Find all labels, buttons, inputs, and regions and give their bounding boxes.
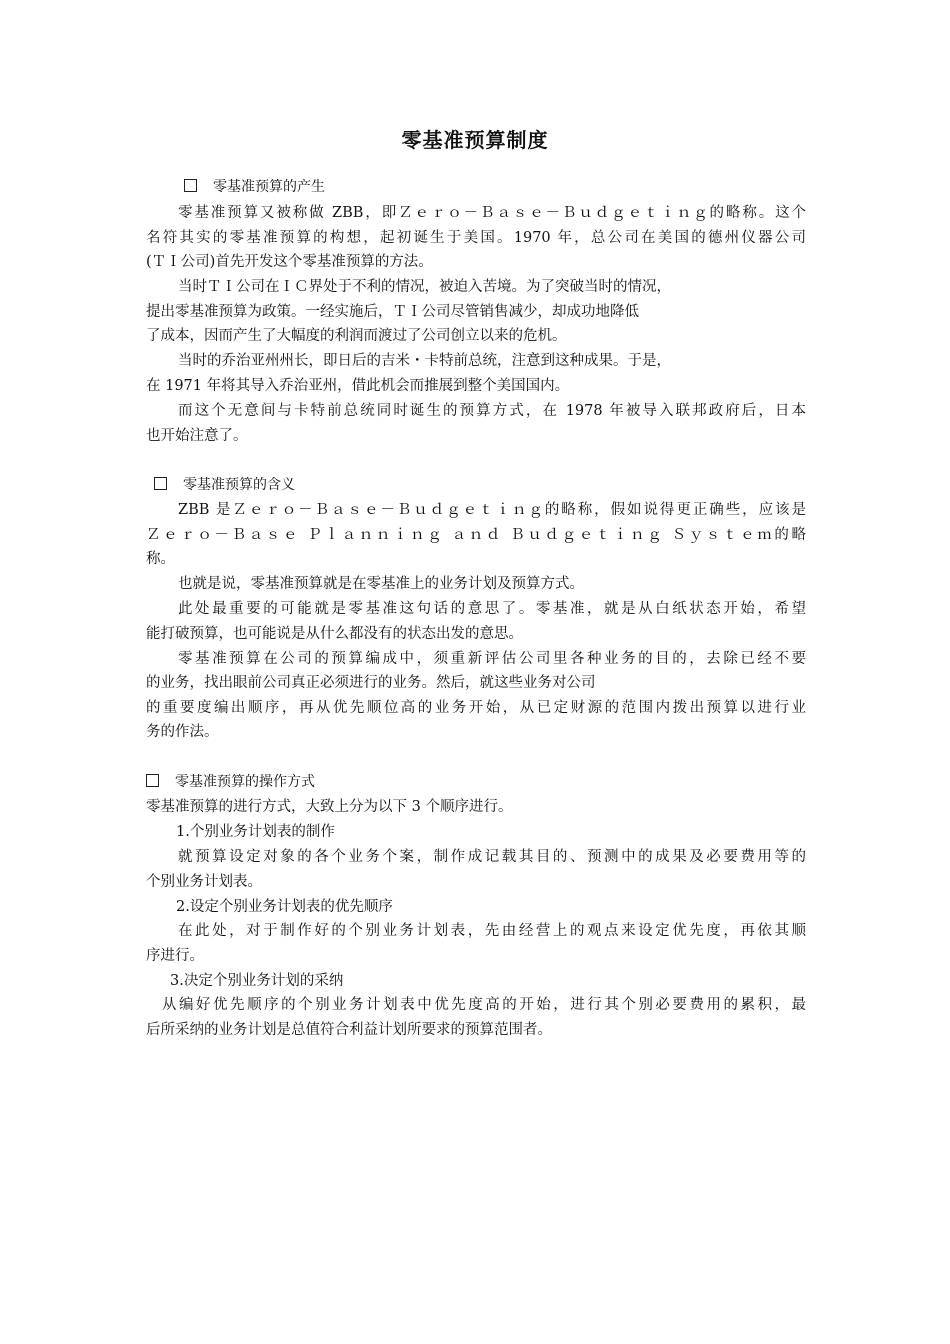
paragraph-line: 也就是说，零基准预算就是在零基准上的业务计划及预算方式。 (178, 576, 584, 592)
paragraph-line: 零基准预算的进行方式，大致上分为以下 3 个顺序进行。 (146, 799, 513, 815)
paragraph-line: 当时ＴＩ公司在ＩＣ界处于不利的情况，被迫入苦境。为了突破当时的情况， (178, 279, 671, 295)
step-heading: 2.设定个别业务计划表的优先顺序 (176, 899, 393, 915)
paragraph-line: 称。 (146, 551, 175, 567)
paragraph-line: 也开始注意了。 (146, 428, 248, 444)
step-heading: 1.个别业务计划表的制作 (176, 824, 335, 840)
paragraph-line: 零基准预算在公司的预算编成中，须重新评估公司里各种业务的目的，去除已经不要 (178, 651, 806, 667)
checkbox-square-icon (184, 179, 197, 192)
paragraph-line: 务的作法。 (146, 724, 219, 740)
paragraph-line: 零基准预算又被称做 ZBB，即Ｚｅｒｏ－Ｂａｓｅ－Ｂｕｄｇｅｔｉｎｇ的略称。这个 (178, 205, 806, 221)
step-heading: 3.决定个别业务计划的采纳 (170, 973, 344, 989)
checkbox-square-icon (146, 774, 159, 787)
paragraph-line: 的业务，找出眼前公司真正必须进行的业务。然后，就这些业务对公司 (146, 675, 596, 691)
paragraph-line: ZBB 是Ｚｅｒｏ－Ｂａｓｅ－Ｂｕｄｇｅｔｉｎｇ的略称，假如说得更正确些，应该是 (178, 502, 806, 518)
paragraph-line: 个别业务计划表。 (146, 874, 262, 890)
paragraph-line: 提出零基准预算为政策。一经实施后，ＴＩ公司尽管销售减少，却成功地降低 (146, 304, 639, 320)
paragraph-line: 了成本，因而产生了大幅度的利润而渡过了公司创立以来的危机。 (146, 328, 567, 344)
paragraph-line: 此处最重要的可能就是零基准这句话的意思了。零基准，就是从白纸状态开始，希望 (178, 601, 806, 617)
checkbox-square-icon (154, 477, 167, 490)
section-heading: 零基准预算的操作方式 (146, 772, 315, 792)
paragraph-line: 能打破预算，也可能说是从什么都没有的状态出发的意思。 (146, 626, 523, 642)
paragraph-line: 从编好优先顺序的个别业务计划表中优先度高的开始，进行其个别必要费用的累积，最 (162, 997, 806, 1013)
paragraph-line: 在此处，对于制作好的个别业务计划表，先由经营上的观点来设定优先度，再依其顺 (178, 923, 806, 939)
paragraph-line: (ＴＩ公司)首先开发这个零基准预算的方法。 (146, 254, 433, 270)
paragraph-line: 后所采纳的业务计划是总值符合利益计划所要求的预算范围者。 (146, 1022, 552, 1038)
paragraph-line: Ｚｅｒｏ－Ｂａｓｅ Ｐｌａｎｎｉｎｇ ａｎｄ Ｂｕｄｇｅｔｉｎｇ Ｓｙｓｔｅｍ的略 (146, 527, 806, 543)
paragraph-line: 在 1971 年将其导入乔治亚州，借此机会而推展到整个美国国内。 (146, 378, 570, 394)
section-heading: 零基准预算的产生 (184, 177, 325, 197)
paragraph-line: 的重要度编出顺序，再从优先顺位高的业务开始，从已定财源的范围内拨出预算以进行业 (146, 700, 806, 716)
paragraph-line: 名符其实的零基准预算的构想，起初诞生于美国。1970 年，总公司在美国的德州仪器公司 (146, 230, 806, 246)
paragraph-line: 序进行。 (146, 948, 204, 964)
section-heading: 零基准预算的含义 (154, 475, 295, 495)
paragraph-line: 而这个无意间与卡特前总统同时诞生的预算方式，在 1978 年被导入联邦政府后，日本 (178, 403, 806, 419)
document-title: 零基准预算制度 (401, 128, 549, 152)
paragraph-line: 就预算设定对象的各个业务个案，制作成记载其目的、预测中的成果及必要费用等的 (178, 849, 806, 865)
paragraph-line: 当时的乔治亚州州长，即日后的吉米・卡特前总统，注意到这种成果。于是， (178, 353, 671, 369)
